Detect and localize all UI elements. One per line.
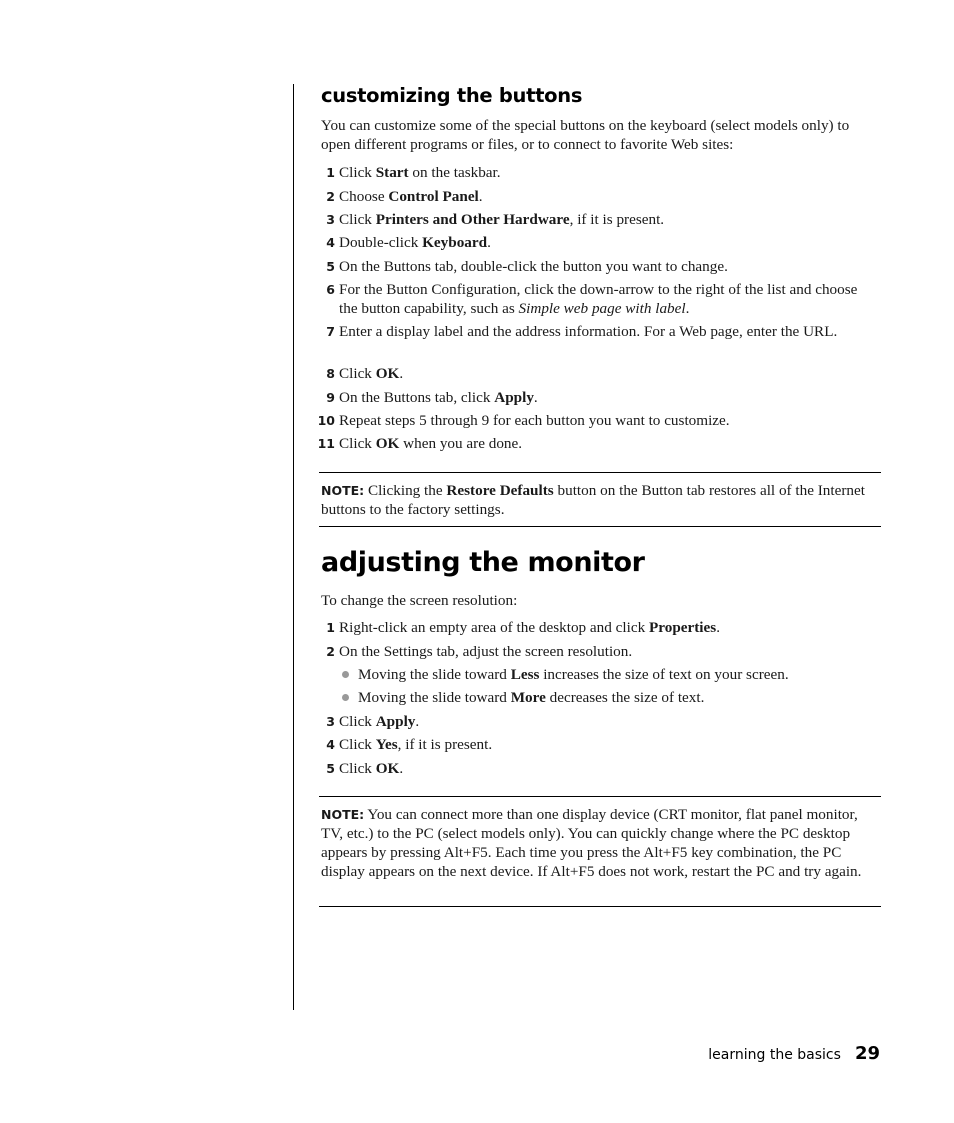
intro-paragraph: You can customize some of the special buttons on the keyboard (select models only) to open different programs or files, or to connect to favorite Web sites: [321,117,850,153]
bullet-more: Moving the slide toward More decreases the size of text. [358,688,878,707]
bullet-dot-icon [342,694,349,701]
footer-section-title: learning the basics [708,1047,841,1063]
monitor-intro: To change the screen resolution: [321,592,518,609]
section-heading-monitor: adjusting the monitor [321,547,645,578]
bullet-dot-icon [342,671,349,678]
page-number: 29 [854,1043,880,1064]
bullet-less: Moving the slide toward Less increases the size of text on your screen. [358,665,878,684]
section-heading-customizing: customizing the buttons [321,84,583,107]
note-display-devices: NOTE: You can connect more than one display device (CRT monitor, flat panel monitor, TV, etc.) to the PC (select models only). You can quickly change where the PC desktop appears by pressing Alt+F5. Each time you press the Alt+F5 key combination, the PC display appears on the next device. If Alt+F5 does not work, restart the PC and try again. [319,796,881,907]
page-footer [708,1043,880,1064]
note-restore-defaults: NOTE: Clicking the Restore Defaults button on the Button tab restores all of the Internet buttons to the factory settings. [319,472,881,527]
margin-rule [293,84,294,1010]
